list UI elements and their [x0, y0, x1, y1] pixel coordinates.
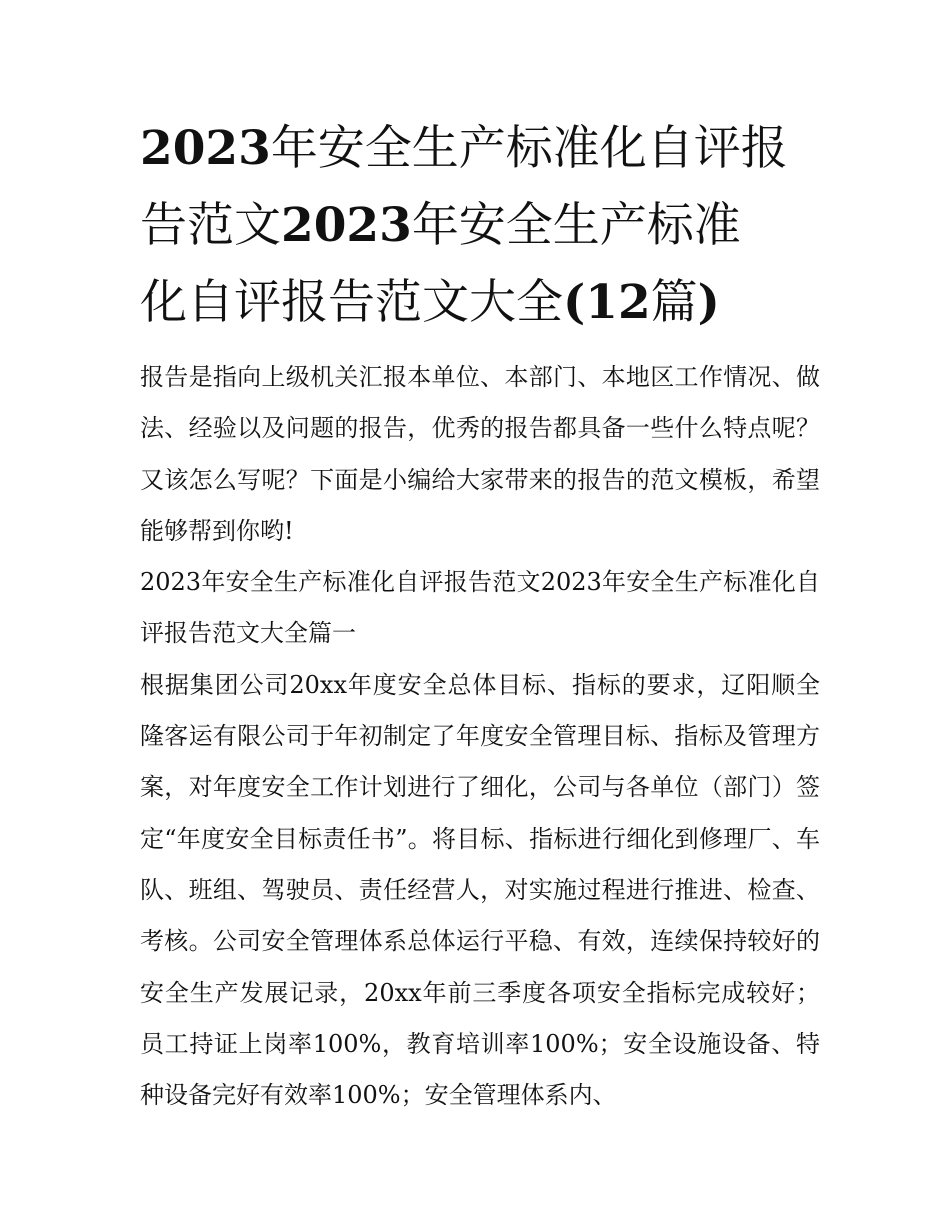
- title-part: 2023: [281, 198, 412, 253]
- title-part: 篇: [650, 275, 698, 330]
- document-body: [140, 352, 820, 1121]
- body-paragraph: 根据集团公司20xx年度安全总体目标、指标的要求，辽阳顺全隆客运有限公司于年初制定了年度安全管理目标、指标及管理方案，对年度安全工作计划进行了细化，公司与各单位（部门）签定“年度安全目标责任书”。将目标、指标进行细化到修理厂、车队、班组、驾驶员、责任经营人，对实施过程进行推进、检查、考核。公司安全管理体系总体运行平稳、有效，连续保持较好的安全生产发展记录，20xx年前三季度各项安全指标完成较好；员工持证上岗率100%，教育培训率100%；安全设施设备、特种设备完好有效率100%；安全管理体系内、: [140, 670, 820, 1110]
- title-part: 2023: [140, 121, 271, 176]
- document-title: [140, 110, 820, 341]
- intro-paragraph: 报告是指向上级机关汇报本单位、本部门、本地区工作情况、做法、经验以及问题的报告，优秀的报告都具备一些什么特点呢？又该怎么写呢？下面是小编给大家带来的报告的范文模板，希望能够帮到你哟!: [140, 363, 820, 545]
- title-part: ): [697, 275, 720, 330]
- title-part: 化自评报告范文大全: [140, 275, 563, 330]
- title-part: 告范文: [140, 198, 281, 253]
- title-part: 年安全生产标准: [411, 198, 741, 253]
- title-part: (12: [563, 275, 651, 330]
- title-part: 年安全生产标准化自评报: [270, 121, 788, 176]
- section-heading: 2023年安全生产标准化自评报告范文2023年安全生产标准化自评报告范文大全篇一: [140, 568, 820, 648]
